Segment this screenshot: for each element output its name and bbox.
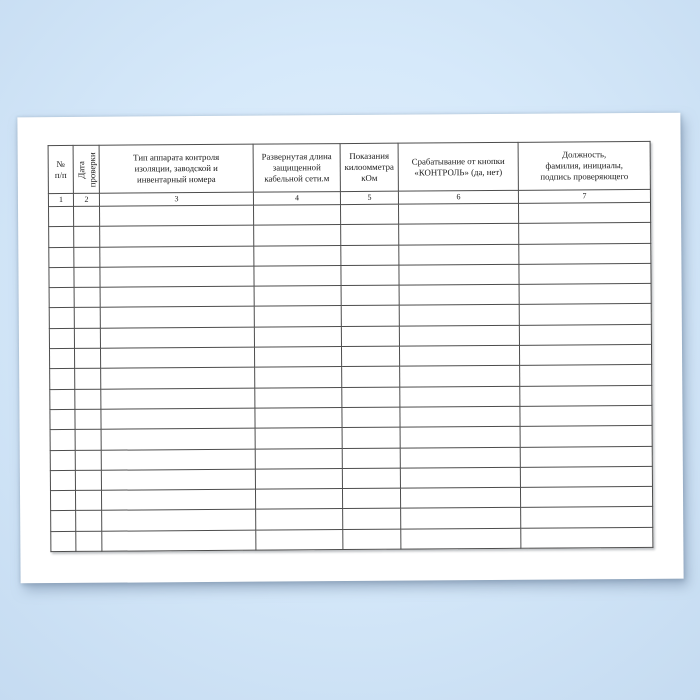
empty-cell [399, 285, 519, 306]
column-number: 7 [518, 189, 650, 203]
empty-cell [340, 204, 398, 225]
empty-cell [255, 448, 342, 469]
header-label-inspector: Должность, фамилия, инициалы, подпись проверяющего [540, 149, 629, 182]
empty-cell [343, 529, 401, 550]
empty-cell [101, 388, 255, 409]
empty-cell [399, 305, 519, 326]
empty-cell [341, 265, 399, 286]
empty-cell [75, 470, 101, 490]
empty-cell [400, 447, 520, 468]
empty-cell [519, 344, 651, 365]
empty-cell [101, 408, 255, 429]
table-header [48, 141, 650, 206]
empty-cell [74, 227, 100, 247]
empty-cell [74, 267, 100, 287]
empty-cell [341, 224, 399, 245]
empty-cell [49, 227, 74, 247]
empty-cell [401, 528, 521, 549]
empty-cell [100, 327, 254, 348]
header-cell-device-type [99, 144, 253, 193]
empty-cell [50, 491, 75, 511]
empty-cell [49, 288, 74, 308]
empty-cell [75, 369, 101, 389]
empty-cell [76, 531, 102, 551]
empty-cell [398, 203, 518, 224]
column-number: 2 [73, 193, 99, 206]
empty-cell [50, 409, 75, 429]
empty-cell [520, 426, 652, 447]
empty-cell [254, 306, 341, 327]
empty-cell [519, 243, 651, 264]
header-cell-number [48, 145, 73, 193]
empty-cell [75, 409, 101, 429]
empty-cell [521, 527, 653, 548]
empty-cell [74, 206, 100, 226]
empty-cell [254, 265, 341, 286]
empty-cell [254, 286, 341, 307]
empty-cell [100, 266, 254, 287]
header-cell-kiloohmmeter [340, 143, 398, 191]
header-label-device-type: Тип аппарата контроля изоляции, заводской и инвентарный номера [133, 151, 220, 185]
column-number: 6 [398, 190, 518, 204]
empty-cell [255, 387, 342, 408]
empty-cell [342, 367, 400, 388]
empty-cell [520, 385, 652, 406]
empty-cell [341, 285, 399, 306]
empty-cell [254, 347, 341, 368]
empty-cell [519, 284, 651, 305]
empty-cell [342, 468, 400, 489]
empty-cell [101, 449, 255, 470]
empty-cell [519, 304, 651, 325]
empty-cell [520, 405, 652, 426]
empty-cell [100, 225, 254, 246]
empty-cell [254, 245, 341, 266]
header-label-cable-length: Развернутая длина защищенной кабельной сети.м [261, 151, 332, 184]
empty-cell [51, 531, 76, 551]
header-cell-date [73, 145, 99, 193]
empty-cell [255, 468, 342, 489]
empty-cell [101, 469, 255, 490]
empty-cell [254, 326, 341, 347]
header-cell-inspector [518, 141, 650, 190]
empty-cell [75, 450, 101, 470]
table-body [49, 202, 653, 551]
empty-cell [520, 446, 652, 467]
empty-cell [400, 406, 520, 427]
empty-cell [75, 430, 101, 450]
column-number: 4 [253, 192, 340, 206]
empty-cell [50, 369, 75, 389]
empty-cell [74, 287, 100, 307]
empty-cell [75, 389, 101, 409]
empty-cell [519, 223, 651, 244]
column-number: 1 [48, 193, 73, 206]
empty-cell [341, 245, 399, 266]
empty-cell [100, 246, 254, 267]
empty-cell [401, 508, 521, 529]
empty-cell [342, 448, 400, 469]
empty-cell [74, 247, 100, 267]
empty-cell [256, 529, 343, 550]
empty-cell [400, 427, 520, 448]
header-row [48, 141, 650, 193]
empty-cell [518, 202, 650, 223]
empty-cell [50, 389, 75, 409]
empty-cell [102, 530, 256, 551]
empty-cell [76, 511, 102, 531]
empty-cell [342, 427, 400, 448]
column-number: 5 [340, 191, 398, 204]
empty-cell [343, 509, 401, 530]
empty-cell [399, 345, 519, 366]
header-label-number: № п/п [54, 158, 67, 180]
empty-cell [74, 308, 100, 328]
empty-cell [49, 267, 74, 287]
empty-cell [50, 430, 75, 450]
empty-cell [74, 328, 100, 348]
empty-cell [400, 487, 520, 508]
empty-cell [256, 509, 343, 530]
empty-cell [100, 347, 254, 368]
empty-cell [255, 367, 342, 388]
empty-cell [50, 470, 75, 490]
empty-cell [400, 386, 520, 407]
empty-cell [254, 205, 341, 226]
empty-cell [519, 324, 651, 345]
empty-cell [342, 387, 400, 408]
header-label-date: Дата проверки [75, 151, 97, 187]
journal-table [48, 141, 654, 552]
empty-cell [101, 489, 255, 510]
empty-cell [341, 306, 399, 327]
empty-cell [520, 466, 652, 487]
empty-cell [400, 467, 520, 488]
header-label-control-button: Срабатывание от кнопки «КОНТРОЛЬ» (да, нет) [411, 155, 505, 178]
empty-cell [399, 264, 519, 285]
empty-cell [100, 286, 254, 307]
empty-cell [255, 408, 342, 429]
empty-cell [102, 510, 256, 531]
empty-cell [399, 224, 519, 245]
empty-cell [49, 328, 74, 348]
empty-cell [100, 205, 254, 226]
empty-cell [521, 507, 653, 528]
empty-cell [255, 489, 342, 510]
empty-cell [50, 450, 75, 470]
empty-row [51, 527, 653, 551]
empty-cell [520, 365, 652, 386]
empty-cell [400, 366, 520, 387]
empty-cell [254, 225, 341, 246]
empty-cell [49, 308, 74, 328]
empty-cell [100, 307, 254, 328]
column-number: 3 [99, 192, 253, 206]
empty-cell [519, 263, 651, 284]
empty-cell [341, 346, 399, 367]
empty-cell [49, 349, 74, 369]
empty-cell [75, 490, 101, 510]
empty-cell [399, 325, 519, 346]
empty-cell [399, 244, 519, 265]
empty-cell [341, 326, 399, 347]
empty-cell [342, 407, 400, 428]
empty-cell [342, 488, 400, 509]
header-cell-control-button [398, 142, 518, 191]
empty-cell [49, 206, 74, 226]
empty-cell [101, 368, 255, 389]
header-cell-cable-length [253, 144, 340, 193]
paper-sheet [17, 113, 683, 584]
empty-cell [255, 428, 342, 449]
header-label-kiloohmmeter: Показания килоомметра кОм [344, 150, 394, 183]
empty-cell [49, 247, 74, 267]
empty-cell [101, 428, 255, 449]
empty-cell [520, 487, 652, 508]
empty-cell [51, 511, 76, 531]
empty-cell [74, 348, 100, 368]
